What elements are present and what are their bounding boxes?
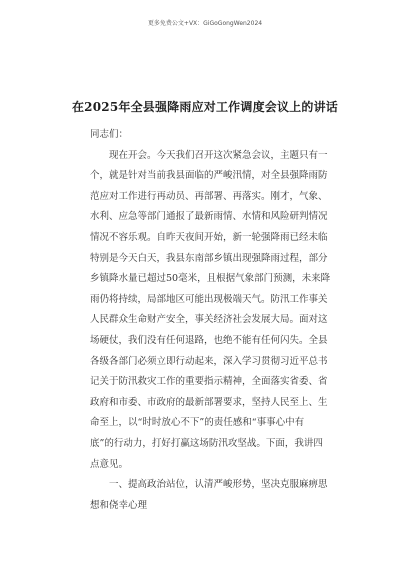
body-line: 底”的行动力，打好打赢这场防汛攻坚战。下面，我讲四: [90, 437, 323, 449]
salutation: 同志们：: [90, 129, 129, 140]
body-line: 人民群众生命财产安全，事关经济社会发展大局。面对这: [90, 314, 328, 326]
body-line: 命至上，以“时时放心不下”的责任感和“事事心中有: [90, 417, 305, 429]
body-line: 特别是今天白天，我县东南部乡镇出现强降雨过程，部分: [90, 252, 328, 264]
section-heading-cont: 想和侥幸心理: [90, 499, 148, 511]
body-line: 雨仍将持续，局部地区可能出现极端天气。防汛工作事关: [90, 293, 328, 305]
body-line: 水利、应急等部门通报了最新雨情、水情和风险研判情况: [90, 211, 328, 223]
body-line: 政府和市委、市政府的最新部署要求，坚持人民至上、生: [90, 396, 328, 408]
body-line: 现在开会。今天我们召开这次紧急会议，主题只有一: [90, 149, 328, 161]
body-line: 各级各部门必须立即行动起来，深入学习贯彻习近平总书: [90, 355, 328, 367]
body-line: 情况不容乐观。自昨天夜间开始，新一轮强降雨已经未临: [90, 231, 328, 243]
document-title: 在2025年全县强降雨应对工作调度会议上的讲话: [71, 100, 338, 114]
body-line: 范应对工作进行再动员、再部署、再落实。刚才，气象、: [90, 190, 328, 202]
body-line: 点意见。: [90, 458, 129, 470]
header-note: 更多免费公文+VX：GiGoGongWen2024: [147, 20, 263, 27]
body-line: 个，就是针对当前我县面临的严峻汛情，对全县强降雨防: [90, 170, 328, 182]
body-line: 场硬仗，我们没有任何退路，也绝不能有任何闪失。全县: [90, 334, 328, 346]
document-body: [90, 125, 330, 516]
body-line: 乡镇降水量已超过50毫米，且根据气象部门预测，未来降: [90, 273, 331, 285]
body-line: 记关于防汛救灾工作的重要指示精神，全面落实省委、省: [90, 376, 328, 388]
section-heading: 一、提高政治站位，认清严峻形势，坚决克服麻痹思: [90, 479, 328, 491]
